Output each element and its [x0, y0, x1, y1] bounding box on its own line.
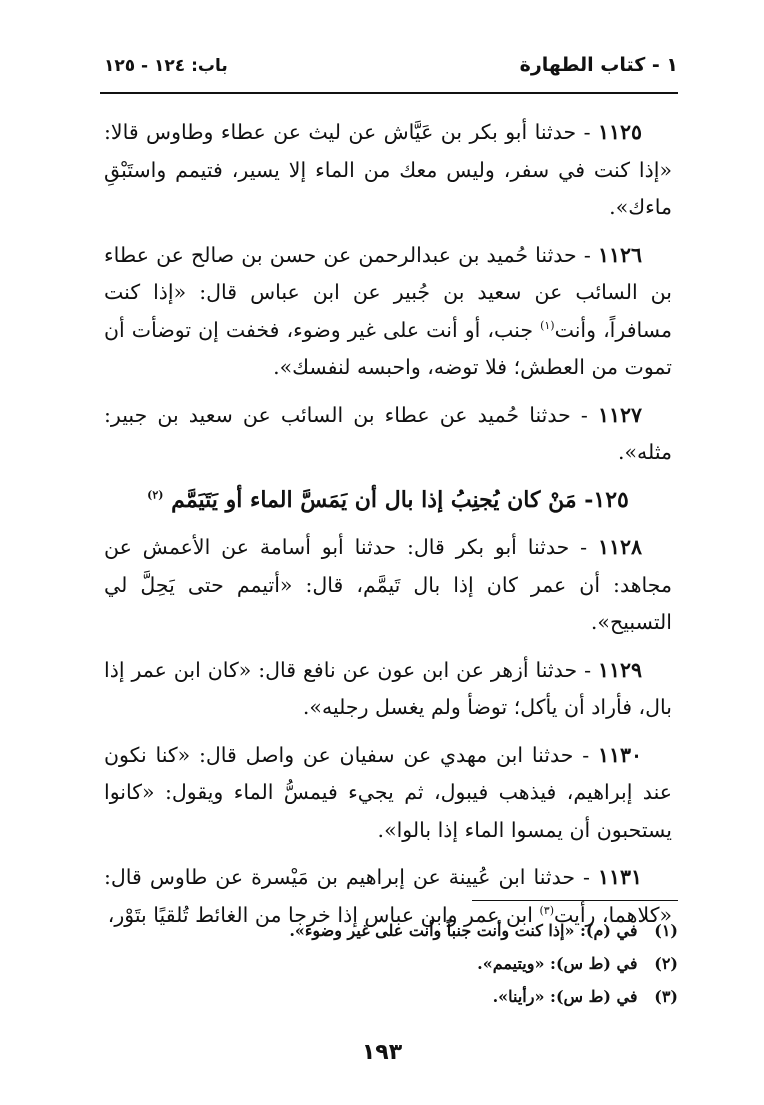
- hadith-1126: [104, 237, 672, 387]
- hadith-number: ١١٣٠: [597, 742, 642, 767]
- dash: -: [580, 402, 588, 427]
- hadith-1129: [104, 652, 672, 727]
- page-number: ١٩٣: [361, 1040, 403, 1065]
- footnotes: [104, 914, 678, 1013]
- hadith-number: ١١٢٦: [597, 242, 642, 267]
- hadith-text: حدثنا حُميد بن عبدالرحمن عن حسن بن صالح عن عطاء بن السائب عن سعيد بن جُبير عن ابن عباس قال: «إذا كنت مسافراً، وأنت: [104, 242, 673, 342]
- footnote-text: في (م): «إذا كنت وأنت جنباً وأنت على غير وضوء».: [289, 921, 638, 940]
- footnote-text: في (ط س): «ويتيمم».: [477, 954, 638, 973]
- hadith-1130: [104, 737, 672, 850]
- hadith-1127: [104, 397, 672, 472]
- hadith-text: حدثنا أبو بكر قال: حدثنا أبو أسامة عن الأعمش عن مجاهد: أن عمر كان إذا بال تَيمَّم، قال: «أتيمم حتى يَحِلَّ لي التسبيح».: [104, 535, 672, 634]
- footnote-text: في (ط س): «رأينا».: [492, 987, 638, 1006]
- footnote-number: (٣): [654, 987, 678, 1006]
- footnote-number: (١): [654, 921, 678, 940]
- book-title: ١ - كتاب الطهارة: [519, 54, 678, 76]
- header-divider: [100, 92, 678, 94]
- hadith-number: ١١٢٧: [597, 402, 642, 427]
- footnote-ref[interactable]: (٣): [539, 903, 554, 917]
- footnote-3: [104, 980, 678, 1013]
- hadith-number: ١١٢٥: [597, 120, 642, 144]
- hadith-text: حدثنا أزهر عن ابن عون عن نافع قال: «كان ابن عمر إذا بال، فأراد أن يأكل؛ توضأ ولم يغسل رجليه».: [104, 657, 672, 719]
- hadith-text: حدثنا حُميد عن عطاء بن السائب عن سعيد بن جبير: مثله».: [104, 402, 672, 464]
- footnote-2: [104, 947, 678, 980]
- dash: -: [583, 120, 591, 144]
- footnote-1: [104, 914, 678, 947]
- dash: -: [583, 865, 590, 889]
- hadith-text: حدثنا أبو بكر بن عَيَّاش عن ليث عن عطاء وطاوس قالا: «إذا كنت في سفر، وليس معك من الماء إلا يسير، فتيمم واستَبْقِ ماءك».: [104, 120, 672, 219]
- hadith-text-cont: ابن عمر وابن عباس إذا خرجا من الغائط تُلقيًا بتَوْر،: [107, 902, 540, 927]
- hadith-number: ١١٢٩: [597, 657, 642, 682]
- chapter-range: باب: ١٢٤ - ١٢٥: [104, 56, 228, 76]
- hadith-text: حدثنا ابن عُيينة عن إبراهيم بن مَيْسرة عن طاوس قال: «كلاهما، رأيت: [104, 865, 672, 927]
- hadith-text: حدثنا ابن مهدي عن سفيان عن واصل قال: «كنا نكون عند إبراهيم، فيذهب فيبول، ثم يجيء فيمسُّ الماء ويقول: «كانوا يستحبون أن يمسوا الماء إذا بالوا».: [104, 742, 672, 842]
- dash: -: [580, 535, 588, 559]
- dash: -: [583, 242, 591, 267]
- hadith-text-cont: جنب، أو أنت على غير وضوء، فخفت إن توضأت أن تموت من العطش؛ فلا توضه، واحبسه لنفسك».: [104, 317, 672, 379]
- main-text: [104, 114, 672, 944]
- section-title: ١٢٥- مَنْ كان يُجنِبُ إذا بال أن يَمَسَّ الماء أو يَتَيَمَّم: [171, 486, 629, 513]
- dash: -: [582, 742, 590, 767]
- footnote-number: (٢): [654, 954, 678, 973]
- section-heading: [104, 482, 672, 520]
- hadith-1128: [104, 529, 672, 642]
- footnote-ref[interactable]: (١): [540, 318, 555, 332]
- footnote-ref[interactable]: (٢): [147, 488, 164, 502]
- footnote-divider: [472, 900, 678, 901]
- hadith-number: ١١٣١: [597, 865, 642, 889]
- hadith-number: ١١٢٨: [597, 535, 642, 559]
- dash: -: [584, 657, 591, 682]
- hadith-1125: [104, 114, 672, 227]
